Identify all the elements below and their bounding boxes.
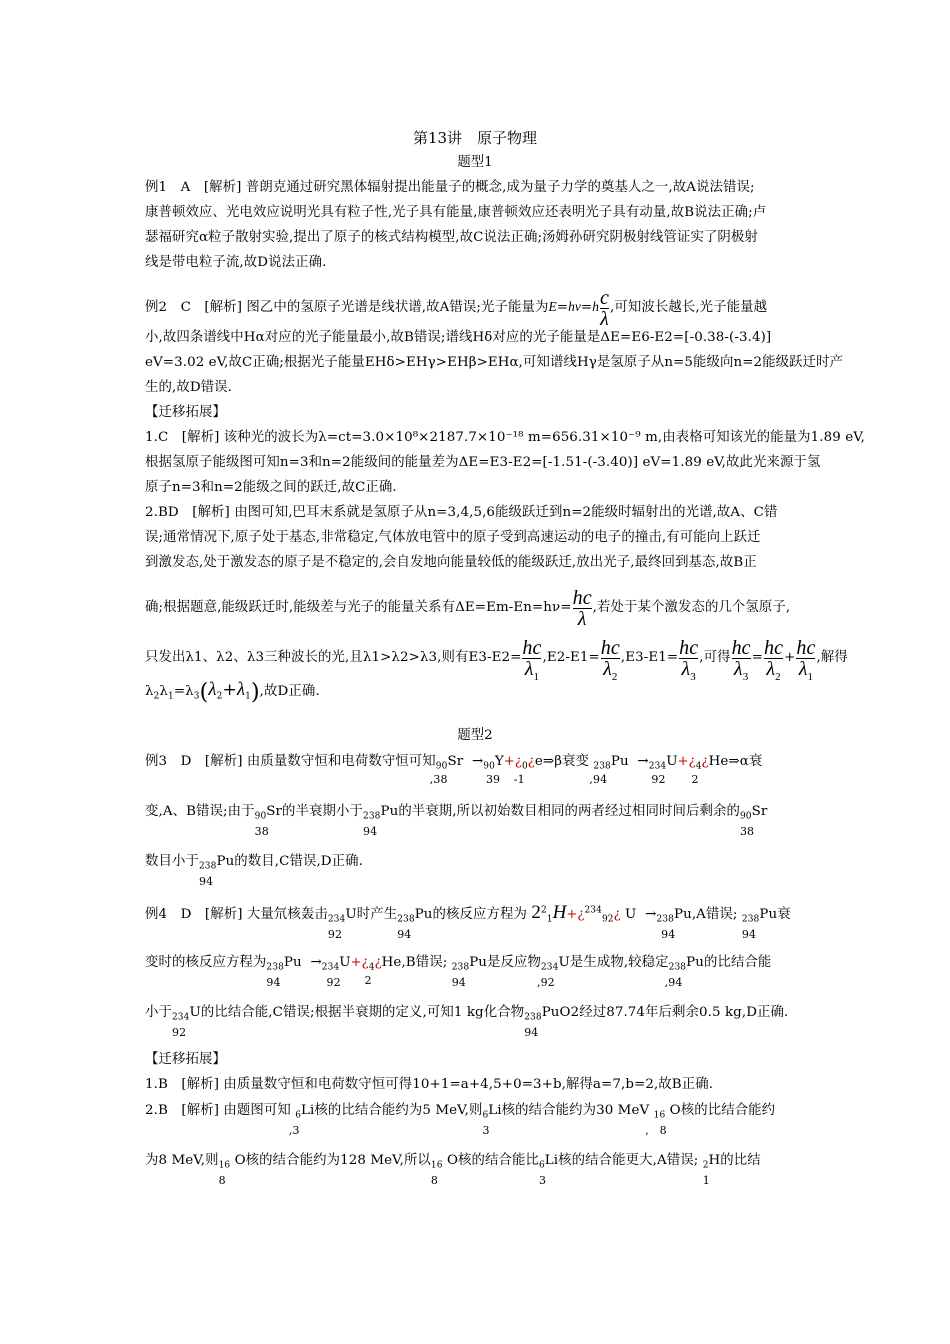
example1-line2: 康普顿效应、光电效应说明光具有粒子性,光子具有能量,康普顿效应还表明光子具有动量,故B说法正确;卢 <box>145 205 767 220</box>
example4-line1: 例4 D [解析] 大量氘核轰击$_{234}$ 92 U时产生$_{238}$ 94 Pu的核反应方程为 $2^2_1H+¿^{234}_{92}¿$ $U \to_{238}$ 94 Pu,A错误; $_{238}$ 94 Pu衰 <box>145 902 791 941</box>
fraction-hc-lambda1: $\frac{hc}{\lambda_1}$ <box>522 637 542 683</box>
section-heading-type1: 题型1 <box>457 155 493 170</box>
migration1-item1-line1: 1.C [解析] 该种光的波长为λ=ct=3.0×10⁸×2187.7×10⁻¹⁸ m=656.31×10⁻⁹ m,由表格可知该光的能量为1.89 eV, <box>145 430 866 445</box>
example3-line1: 例3 D [解析] 由质量数守恒和电荷数守恒可知$_{90}$Sr ,38 $\to_{90}Y$ 39 $+¿_0¿$ -1 e⇒β衰变 $_{238}$Pu ,94 $\to_{234}U$ 92 $+¿_4¿$ 2 He⇒α衰 <box>145 754 763 786</box>
migration1-item2-line2: 误;通常情况下,原子处于基态,非常稳定,气体放电管中的原子受到高速运动的电子的撞击,有可能向上跃迁 <box>145 530 761 545</box>
example3-line3: 数目小于$_{238}$ 94 Pu的数目,C错误,D正确. <box>145 854 363 888</box>
example4-line2: 变时的核反应方程为$_{238}$Pu 94 $\to_{234}U$ 92 $+¿_4¿$ 2 He,B错误; $_{238}$ 94 Pu是反应物$_{234}$ ,92 U是生成物,较稳定$_{238}$ ,94 Pu的比结合能 <box>145 955 772 989</box>
migration2-item1: 1.B [解析] 由质量数守恒和电荷数守恒可得10+1=a+4,5+0=3+b,解得a=7,b=2,故B正确. <box>145 1077 714 1092</box>
fraction-hc-lambda2: $\frac{hc}{\lambda_2}$ <box>600 637 620 683</box>
fraction-c-over-lambda: $\frac{c}{\lambda}$ <box>600 287 610 330</box>
migration1-item2-line5: 只发出λ1、λ2、λ3三种波长的光,且λ1>λ2>λ3,则有E3-E2= $\frac{hc}{\lambda_1}$ ,E2-E1= $\frac{hc}{\lambda_2}$ ,E3-E1= $\frac{hc}{\lambda_3}$ ,可得 $\frac{hc}{\lambda_3}$ = $\frac{hc}{\lambda_2}$ + $\frac{hc}{\lambda_1}$ ,解得 <box>145 637 848 683</box>
example1-line1: 例1 A [解析] 普朗克通过研究黑体辐射提出能量子的概念,成为量子力学的奠基人之一,故A说法错误; <box>145 180 755 195</box>
migration1-item2-line3: 到激发态,处于激发态的原子是不稳定的,会自发地向能量较低的能级跃迁,放出光子,最终回到基态,故B正 <box>145 555 757 570</box>
example1-line4: 线是带电粒子流,故D说法正确. <box>145 255 327 270</box>
fraction-hc-lambda3: $\frac{hc}{\lambda_3}$ <box>679 637 699 683</box>
example2-line2: 小,故四条谱线中Hα对应的光子能量最小,故B错误;谱线Hδ对应的光子能量是ΔE=E6-E2=[-0.38-(-3.4)] <box>145 330 772 345</box>
fraction-hc-lambda2-b: $\frac{hc}{\lambda_2}$ <box>763 637 784 683</box>
section-heading-type2: 题型2 <box>457 728 493 743</box>
example2-line3: eV=3.02 eV,故C正确;根据光子能量EHδ>EHγ>EHβ>EHα,可知谱线Hγ是氢原子从n=5能级向n=2能级跃迁时产 <box>145 355 844 370</box>
migration1-item2-line4: 确;根据题意,能级跃迁时,能级差与光子的能量关系有ΔE=Em-En=hν= $\frac{hc}{\lambda}$ ,若处于某个激发态的几个氢原子, <box>145 587 791 630</box>
migration-heading-1: 【迁移拓展】 <box>145 405 226 420</box>
migration2-item2-line2: 为8 MeV,则$_{16}$ 8 O核的结合能约为128 MeV,所以$_{16}$ 8 O核的结合能比$_6$ 3 Li核的结合能更大,A错误; $_2$ 1 H的比结 <box>145 1153 761 1187</box>
migration2-item2-line1: 2.B [解析] 由题图可知 $_6$ ,3 Li核的比结合能约为5 MeV,则$_6$ 3 Li核的结合能约为30 MeV $_{16}$ , 8 O核的比结合能约 <box>145 1103 776 1137</box>
example1-line3: 瑟福研究α粒子散射实验,提出了原子的核式结构模型,故C说法正确;汤姆孙研究阴极射线管证实了阴极射 <box>145 230 758 245</box>
example2-line4: 生的,故D错误. <box>145 380 233 395</box>
migration1-item1-line3: 原子n=3和n=2能级之间的跃迁,故C正确. <box>145 480 397 495</box>
migration1-item1-line2: 根据氢原子能级图可知n=3和n=2能级间的能量差为ΔE=E3-E2=[-1.51-(-3.40)] eV=1.89 eV,故此光来源于氢 <box>145 455 821 470</box>
lecture-title: 第13讲 原子物理 <box>412 129 538 147</box>
example4-line3: 小于$_{234}$ 92 U的比结合能,C错误;根据半衰期的定义,可知1 kg化合物$_{238}$ 94 PuO2经过87.74年后剩余0.5 kg,D正确. <box>145 1005 789 1039</box>
example2-line1: 例2 C [解析] 图乙中的氢原子光谱是线状谱,故A错误;光子能量为E=hν=h $\frac{c}{\lambda}$ ,可知波长越长,光子能量越 <box>145 287 768 330</box>
fraction-hc-lambda3-b: $\frac{hc}{\lambda_3}$ <box>731 637 751 683</box>
fraction-hc-over-lambda: $\frac{hc}{\lambda}$ <box>572 587 592 630</box>
migration1-item2-line1: 2.BD [解析] 由图可知,巴耳末系就是氢原子从n=3,4,5,6能级跃迁到n=2能级时辐射出的光谱,故A、C错 <box>145 505 778 520</box>
example3-line2: 变,A、B错误;由于$_{90}$ 38 Sr的半衰期小于$_{238}$ 94 Pu的半衰期,所以初始数目相同的两者经过相同时间后剩余的$_{90}$Sr 38 <box>145 804 768 838</box>
fraction-hc-lambda1-b: $\frac{hc}{\lambda_1}$ <box>796 637 816 683</box>
migration-heading-2: 【迁移拓展】 <box>145 1052 226 1067</box>
migration1-item2-line6: $\lambda_2\lambda_1=\lambda_3(\lambda_2+\lambda_1)$,故D正确. <box>145 679 320 705</box>
